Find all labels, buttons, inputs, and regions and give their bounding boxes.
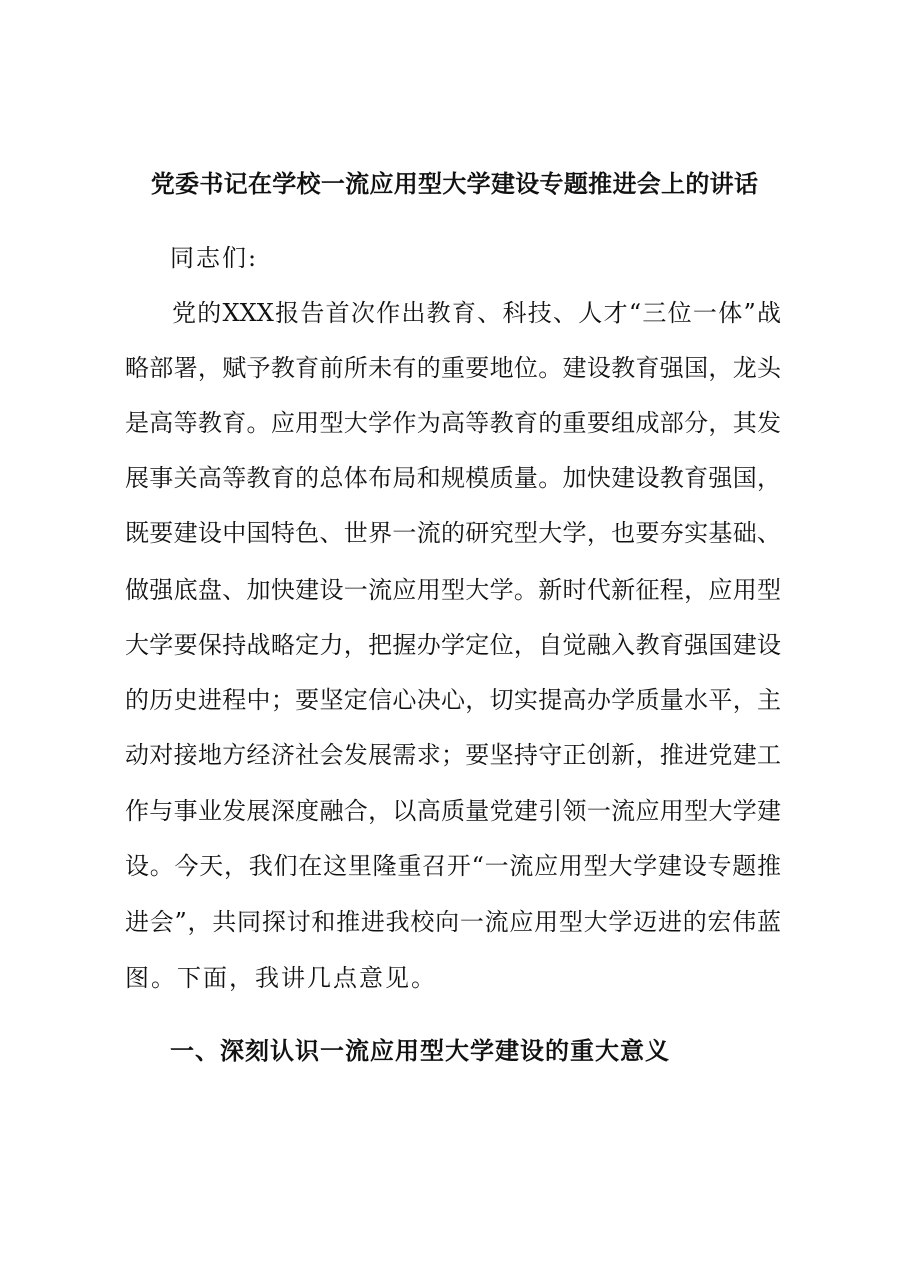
paragraph-line: 做强底盘、加快建设一流应用型大学。新时代新征程，应用型 [125,576,781,604]
paragraph-line: 作与事业发展深度融合，以高质量党建引领一流应用型大学建 [125,797,781,825]
greeting: 同志们: [170,244,259,272]
paragraph-line: 设。今天，我们在这里隆重召开“一流应用型大学建设专题推 [125,852,781,880]
paragraph-line: 展事关高等教育的总体布局和规模质量。加快建设教育强国， [125,464,781,492]
paragraph-line: 图。下面，我讲几点意见。 [125,964,437,992]
paragraph-line: 进会”，共同探讨和推进我校向一流应用型大学迈进的宏伟蓝 [125,908,781,936]
paragraph-line: 动对接地方经济社会发展需求；要坚持守正创新，推进党建工 [125,741,781,769]
paragraph-line: 党的XXX报告首次作出教育、科技、人才“三位一体”战 [172,299,781,327]
section-heading: 一、深刻认识一流应用型大学建设的重大意义 [170,1037,670,1065]
paragraph-line: 既要建设中国特色、世界一流的研究型大学，也要夯实基础、 [125,519,781,547]
paragraph-line: 的历史进程中；要坚定信心决心，切实提高办学质量水平，主 [125,686,781,714]
document-title: 党委书记在学校一流应用型大学建设专题推进会上的讲话 [150,169,759,198]
paragraph-line: 是高等教育。应用型大学作为高等教育的重要组成部分，其发 [125,409,781,437]
paragraph-line: 略部署，赋予教育前所未有的重要地位。建设教育强国，龙头 [125,354,781,382]
paragraph-line: 大学要保持战略定力，把握办学定位，自觉融入教育强国建设 [125,631,781,659]
